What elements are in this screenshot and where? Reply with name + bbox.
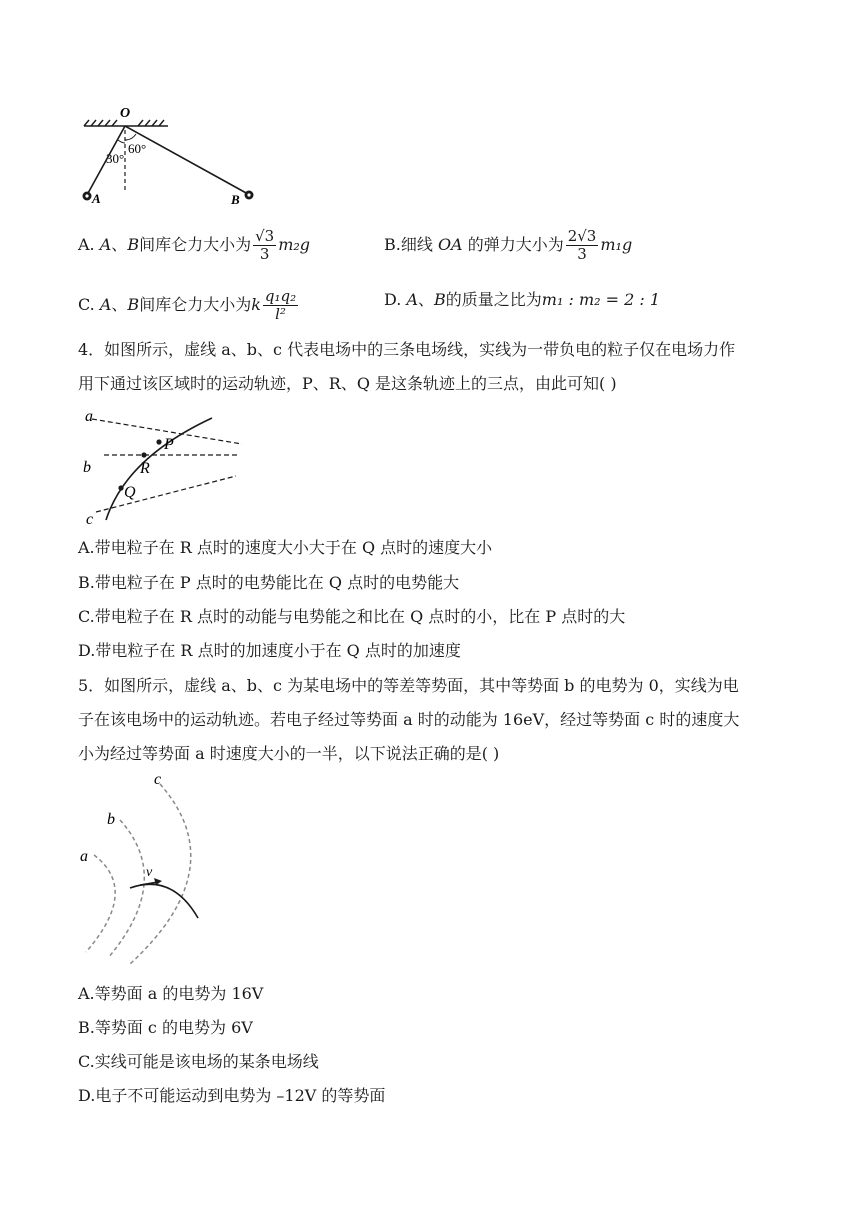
q4-option-c: C.带电粒子在 R 点时的动能与电势能之和比在 Q 点时的小，比在 P 点时的大 <box>78 607 626 626</box>
equipotential-c <box>130 784 191 964</box>
q4-stem-line2: 用下通过该区域时的运动轨迹，P、R、Q 是这条轨迹上的三点，由此可知( ) <box>78 374 617 393</box>
string-OB <box>125 126 248 194</box>
q3-option-b: B.细线 OA 的弹力大小为 $\frac{2√3}{3}$ m₁g <box>384 227 633 263</box>
label-O: O <box>120 106 131 121</box>
point-P <box>156 439 161 444</box>
label-c: c <box>154 771 162 788</box>
q5-stem-line3: 小为经过等势面 a 时速度大小的一半，以下说法正确的是( ) <box>78 744 500 763</box>
q4-option-b: B.带电粒子在 P 点时的电势能比在 Q 点时的电势能大 <box>78 573 460 592</box>
point-Q <box>118 485 123 490</box>
q4-stem-line1: 4．如图所示，虚线 a、b、c 代表电场中的三条电场线，实线为一带负电的粒子仅在电场力作 <box>78 340 736 359</box>
trajectory <box>106 418 212 520</box>
figure-q4-field-lines <box>78 404 248 526</box>
q5-option-a: A.等势面 a 的电势为 16V <box>78 984 264 1003</box>
label-a: a <box>85 408 93 425</box>
label-b: b <box>83 459 91 476</box>
q5-stem-line1: 5．如图所示，虚线 a、b、c 为某电场中的等差等势面，其中等势面 b 的电势为 0，实线为电 <box>78 676 739 695</box>
q3-option-a: A. A、B间库仑力大小为 $\frac{√3}{3}$ m₂g <box>78 227 311 263</box>
q4-option-d: D.带电粒子在 R 点时的加速度小于在 Q 点时的加速度 <box>78 641 461 660</box>
label-v: v <box>146 865 153 880</box>
q4-option-a: A.带电粒子在 R 点时的速度大小大于在 Q 点时的速度大小 <box>78 538 493 557</box>
fraction: $\frac{2√3}{3}$ <box>567 227 597 263</box>
angle-arc-30 <box>118 140 125 143</box>
q5-option-d: D.电子不可能运动到电势为 –12V 的等势面 <box>78 1086 386 1105</box>
angle-arc-60 <box>125 134 136 140</box>
label-30: 30° <box>106 151 125 166</box>
label-P: P <box>164 436 174 453</box>
q3-option-c: C. A、B间库仑力大小为k $\frac{\text{q₁q₂}}{\text{l²}}$ <box>78 287 297 323</box>
equipotential-b <box>108 820 144 958</box>
label-B: B <box>231 192 240 207</box>
q5-stem-line2: 子在该电场中的运动轨迹。若电子经过等势面 a 时的动能为 16eV，经过等势面 c 时的速度大 <box>78 710 740 729</box>
label-A: A <box>92 191 101 206</box>
q5-option-c: C.实线可能是该电场的某条电场线 <box>78 1052 319 1071</box>
figure-q3-pendulum <box>78 100 268 210</box>
label-R: R <box>140 460 150 477</box>
figure-q5-equipotentials <box>78 768 218 968</box>
fraction: $\frac{\text{q₁q₂}}{\text{l²}}$ <box>264 287 297 323</box>
q5-option-b: B.等势面 c 的电势为 6V <box>78 1018 253 1037</box>
label-Q: Q <box>124 484 136 501</box>
q3-option-d: D. A、B的质量之比为m₁ : m₂ = 2 : 1 <box>384 290 661 309</box>
fraction: $\frac{√3}{3}$ <box>255 227 275 263</box>
point-R <box>141 452 146 457</box>
label-60: 60° <box>128 141 147 156</box>
label-a: a <box>80 848 88 865</box>
label-b: b <box>107 811 115 828</box>
label-c: c <box>86 511 94 526</box>
equipotential-a <box>86 855 115 952</box>
